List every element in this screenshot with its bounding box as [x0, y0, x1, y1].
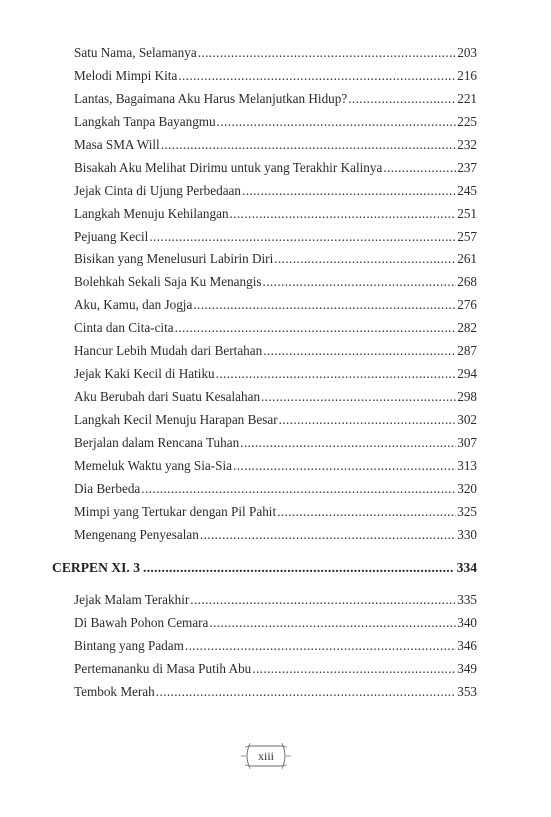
entry-page-number: 276 [457, 297, 477, 313]
dot-leader [198, 42, 457, 65]
entry-title: Memeluk Waktu yang Sia-Sia [74, 457, 233, 473]
dot-leader [230, 203, 457, 226]
entry-title: Di Bawah Pohon Cemara [74, 614, 209, 630]
dot-leader [277, 501, 456, 524]
dot-leader [348, 88, 456, 111]
toc-entry [74, 317, 477, 340]
toc-entry [74, 88, 477, 111]
toc-entry [74, 455, 477, 478]
entry-page-number: 302 [457, 412, 477, 427]
entry-title: Mimpi yang Tertukar dengan Pil Pahit [74, 503, 277, 519]
dot-leader [141, 478, 456, 501]
entry-title: Pejuang Kecil [74, 228, 149, 244]
toc-entry [74, 65, 477, 88]
entry-page-number: 232 [457, 136, 477, 152]
entry-title: Aku, Kamu, dan Jogja [74, 297, 193, 313]
dot-leader [242, 180, 456, 203]
dot-leader [209, 612, 456, 635]
toc-entry [74, 157, 477, 180]
toc-entry [74, 42, 477, 65]
entry-page-number: 313 [457, 457, 477, 473]
dot-leader [279, 409, 457, 432]
entry-title: Bolehkah Sekali Saja Ku Menangis [74, 274, 262, 290]
entry-title: Bisakah Aku Melihat Dirimu untuk yang Terakhir Kalinya [74, 159, 383, 175]
section-title: CERPEN XI. 3 [52, 560, 140, 575]
toc-entry [74, 635, 477, 658]
toc-entry [74, 203, 477, 226]
toc-entry [74, 340, 477, 363]
entry-title: Pertemananku di Masa Putih Abu [74, 660, 252, 676]
toc-entry [74, 180, 477, 203]
dot-leader [240, 432, 456, 455]
toc-entry [74, 681, 477, 704]
toc-list-continued [74, 42, 477, 547]
entry-title: Melodi Mimpi Kita [74, 67, 178, 83]
entry-page-number: 325 [457, 503, 477, 519]
toc-entry [74, 363, 477, 386]
entry-page-number: 330 [457, 526, 477, 542]
entry-page-number: 221 [457, 90, 477, 106]
dot-leader [252, 658, 456, 681]
toc-entry [74, 111, 477, 134]
dot-leader [185, 635, 456, 658]
entry-title: Lantas, Bagaimana Aku Harus Melanjutkan Hidup? [74, 90, 348, 106]
dot-leader [261, 386, 456, 409]
entry-title: Langkah Kecil Menuju Harapan Besar [74, 412, 278, 427]
entry-page-number: 216 [457, 67, 477, 83]
toc-entry [74, 386, 477, 409]
toc-entry [74, 524, 477, 547]
dot-leader [233, 455, 456, 478]
entry-title: Aku Berubah dari Suatu Kesalahan [74, 389, 261, 405]
entry-title: Dia Berbeda [74, 480, 141, 496]
toc-entry [74, 134, 477, 157]
entry-page-number: 294 [457, 366, 477, 382]
page-folio [240, 743, 292, 769]
toc-entry [74, 409, 477, 432]
entry-page-number: 203 [457, 45, 477, 60]
toc-entry [74, 478, 477, 501]
entry-page-number: 335 [457, 592, 477, 607]
toc-entry [74, 294, 477, 317]
dot-leader [161, 134, 457, 157]
entry-page-number: 320 [457, 480, 477, 496]
entry-page-number: 346 [457, 637, 477, 653]
entry-page-number: 245 [457, 182, 477, 198]
toc-entry [74, 432, 477, 455]
page-number: xiii [257, 749, 274, 763]
dot-leader [156, 681, 456, 704]
toc-section-heading [52, 557, 477, 579]
entry-page-number: 353 [457, 683, 477, 699]
entry-title: Jejak Malam Terakhir [74, 592, 190, 607]
dot-leader [149, 226, 456, 249]
entry-title: Hancur Lebih Mudah dari Bertahan [74, 343, 263, 359]
entry-page-number: 237 [457, 159, 477, 175]
dot-leader [193, 294, 456, 317]
dot-leader [383, 157, 456, 180]
entry-page-number: 251 [457, 205, 477, 221]
toc-entry [74, 589, 477, 612]
entry-title: Satu Nama, Selamanya [74, 45, 197, 60]
entry-page-number: 257 [457, 228, 477, 244]
entry-title: Bintang yang Padam [74, 637, 184, 653]
entry-page-number: 307 [457, 434, 477, 450]
entry-page-number: 268 [457, 274, 477, 290]
dot-leader [217, 111, 457, 134]
dot-leader [190, 589, 456, 612]
entry-page-number: 261 [457, 251, 477, 267]
dot-leader [143, 557, 454, 579]
entry-title: Cinta dan Cita-cita [74, 320, 174, 336]
dot-leader [178, 65, 456, 88]
entry-title: Masa SMA Will [74, 136, 160, 152]
dot-leader [274, 248, 456, 271]
entry-title: Bisikan yang Menelusuri Labirin Diri [74, 251, 274, 267]
entry-title: Mengenang Penyesalan [74, 526, 199, 542]
toc-entry [74, 658, 477, 681]
toc-entry [74, 612, 477, 635]
entry-title: Berjalan dalam Rencana Tuhan [74, 434, 240, 450]
entry-title: Jejak Kaki Kecil di Hatiku [74, 366, 215, 382]
dot-leader [263, 340, 456, 363]
entry-page-number: 225 [457, 113, 477, 129]
dot-leader [216, 363, 457, 386]
dot-leader [200, 524, 456, 547]
entry-page-number: 298 [457, 389, 477, 405]
dot-leader [263, 271, 457, 294]
entry-title: Tembok Merah [74, 683, 155, 699]
toc-list-section [74, 589, 477, 704]
toc-entry [74, 501, 477, 524]
section-page-number: 334 [456, 560, 477, 575]
entry-page-number: 282 [457, 320, 477, 336]
dot-leader [175, 317, 457, 340]
entry-page-number: 340 [457, 614, 477, 630]
toc-entry [74, 271, 477, 294]
entry-title: Langkah Menuju Kehilangan [74, 205, 229, 221]
entry-title: Langkah Tanpa Bayangmu [74, 113, 216, 129]
toc-entry [74, 226, 477, 249]
entry-title: Jejak Cinta di Ujung Perbedaan [74, 182, 242, 198]
entry-page-number: 349 [457, 660, 477, 676]
toc-entry [74, 248, 477, 271]
entry-page-number: 287 [457, 343, 477, 359]
